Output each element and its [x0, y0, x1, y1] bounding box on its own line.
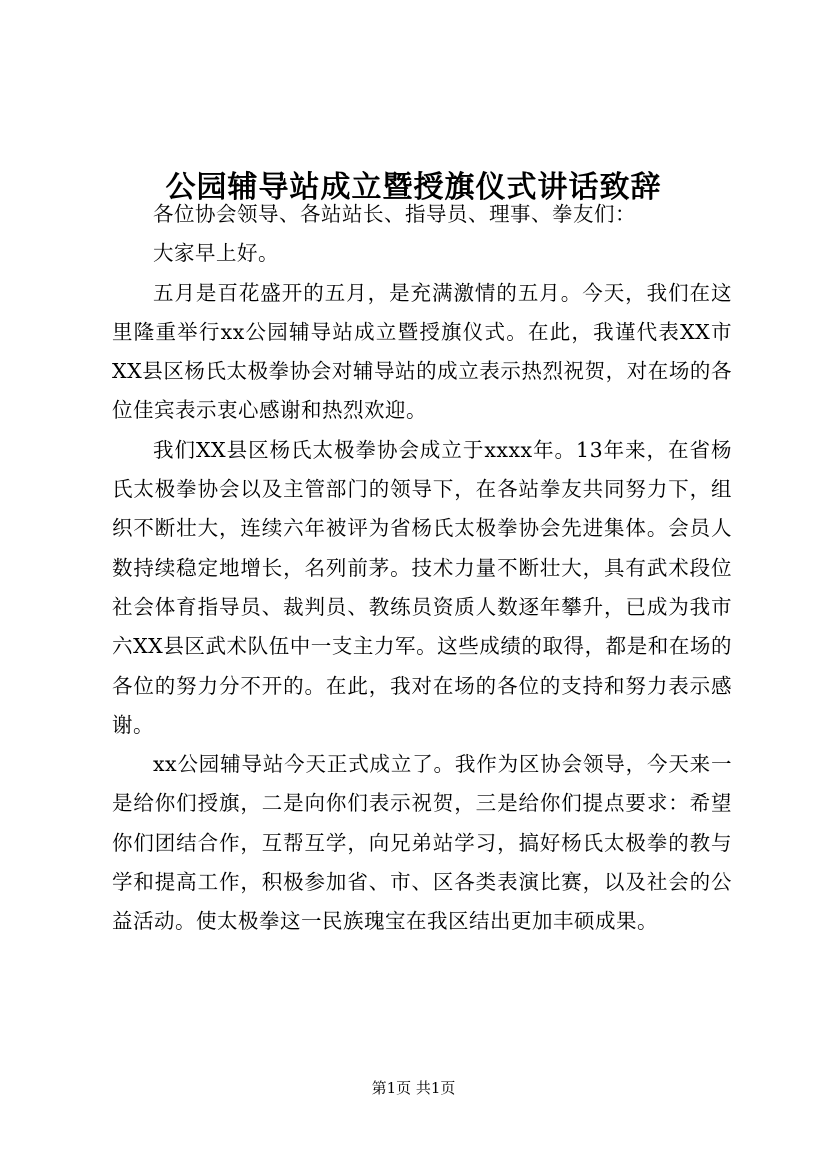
paragraph-2: 我们XX县区杨氏太极拳协会成立于xxxx年。13年来，在省杨氏太极拳协会以及主管部门的领导下，在各站拳友共同努力下，组织不断壮大，连续六年被评为省杨氏太极拳协会先进集体。会员人数持续稳定地增长，名列前茅。技术力量不断壮大，具有武术段位社会体育指导员、裁判员、教练员资质人数逐年攀升，已成为我市六XX县区武术队伍中一支主力军。这些成绩的取得，都是和在场的各位的努力分不开的。在此，我对在场的各位的支持和努力表示感谢。 — [112, 437, 732, 737]
document-body — [112, 195, 732, 942]
page-footer: 第1页 共1页 — [371, 1079, 456, 1097]
paragraph-1: 五月是百花盛开的五月，是充满激情的五月。今天，我们在这里隆重举行xx公园辅导站成立暨授旗仪式。在此，我谨代表XX市XX县区杨氏太极拳协会对辅导站的成立表示热烈祝贺，对在场的各位佳宾表示衷心感谢和热烈欢迎。 — [112, 280, 732, 423]
document-title: 公园辅导站成立暨授旗仪式讲话致辞 — [165, 170, 662, 206]
salutation: 各位协会领导、各站站长、指导员、理事、拳友们： — [153, 202, 636, 226]
paragraph-3: xx公园辅导站今天正式成立了。我作为区协会领导，今天来一是给你们授旗，二是向你们表示祝贺，三是给你们提点要求：希望你们团结合作，互帮互学，向兄弟站学习，搞好杨氏太极拳的教与学和提高工作，积极参加省、市、区各类表演比赛，以及社会的公益活动。使太极拳这一民族瑰宝在我区结出更加丰硕成果。 — [112, 752, 732, 934]
greeting: 大家早上好。 — [153, 241, 279, 266]
